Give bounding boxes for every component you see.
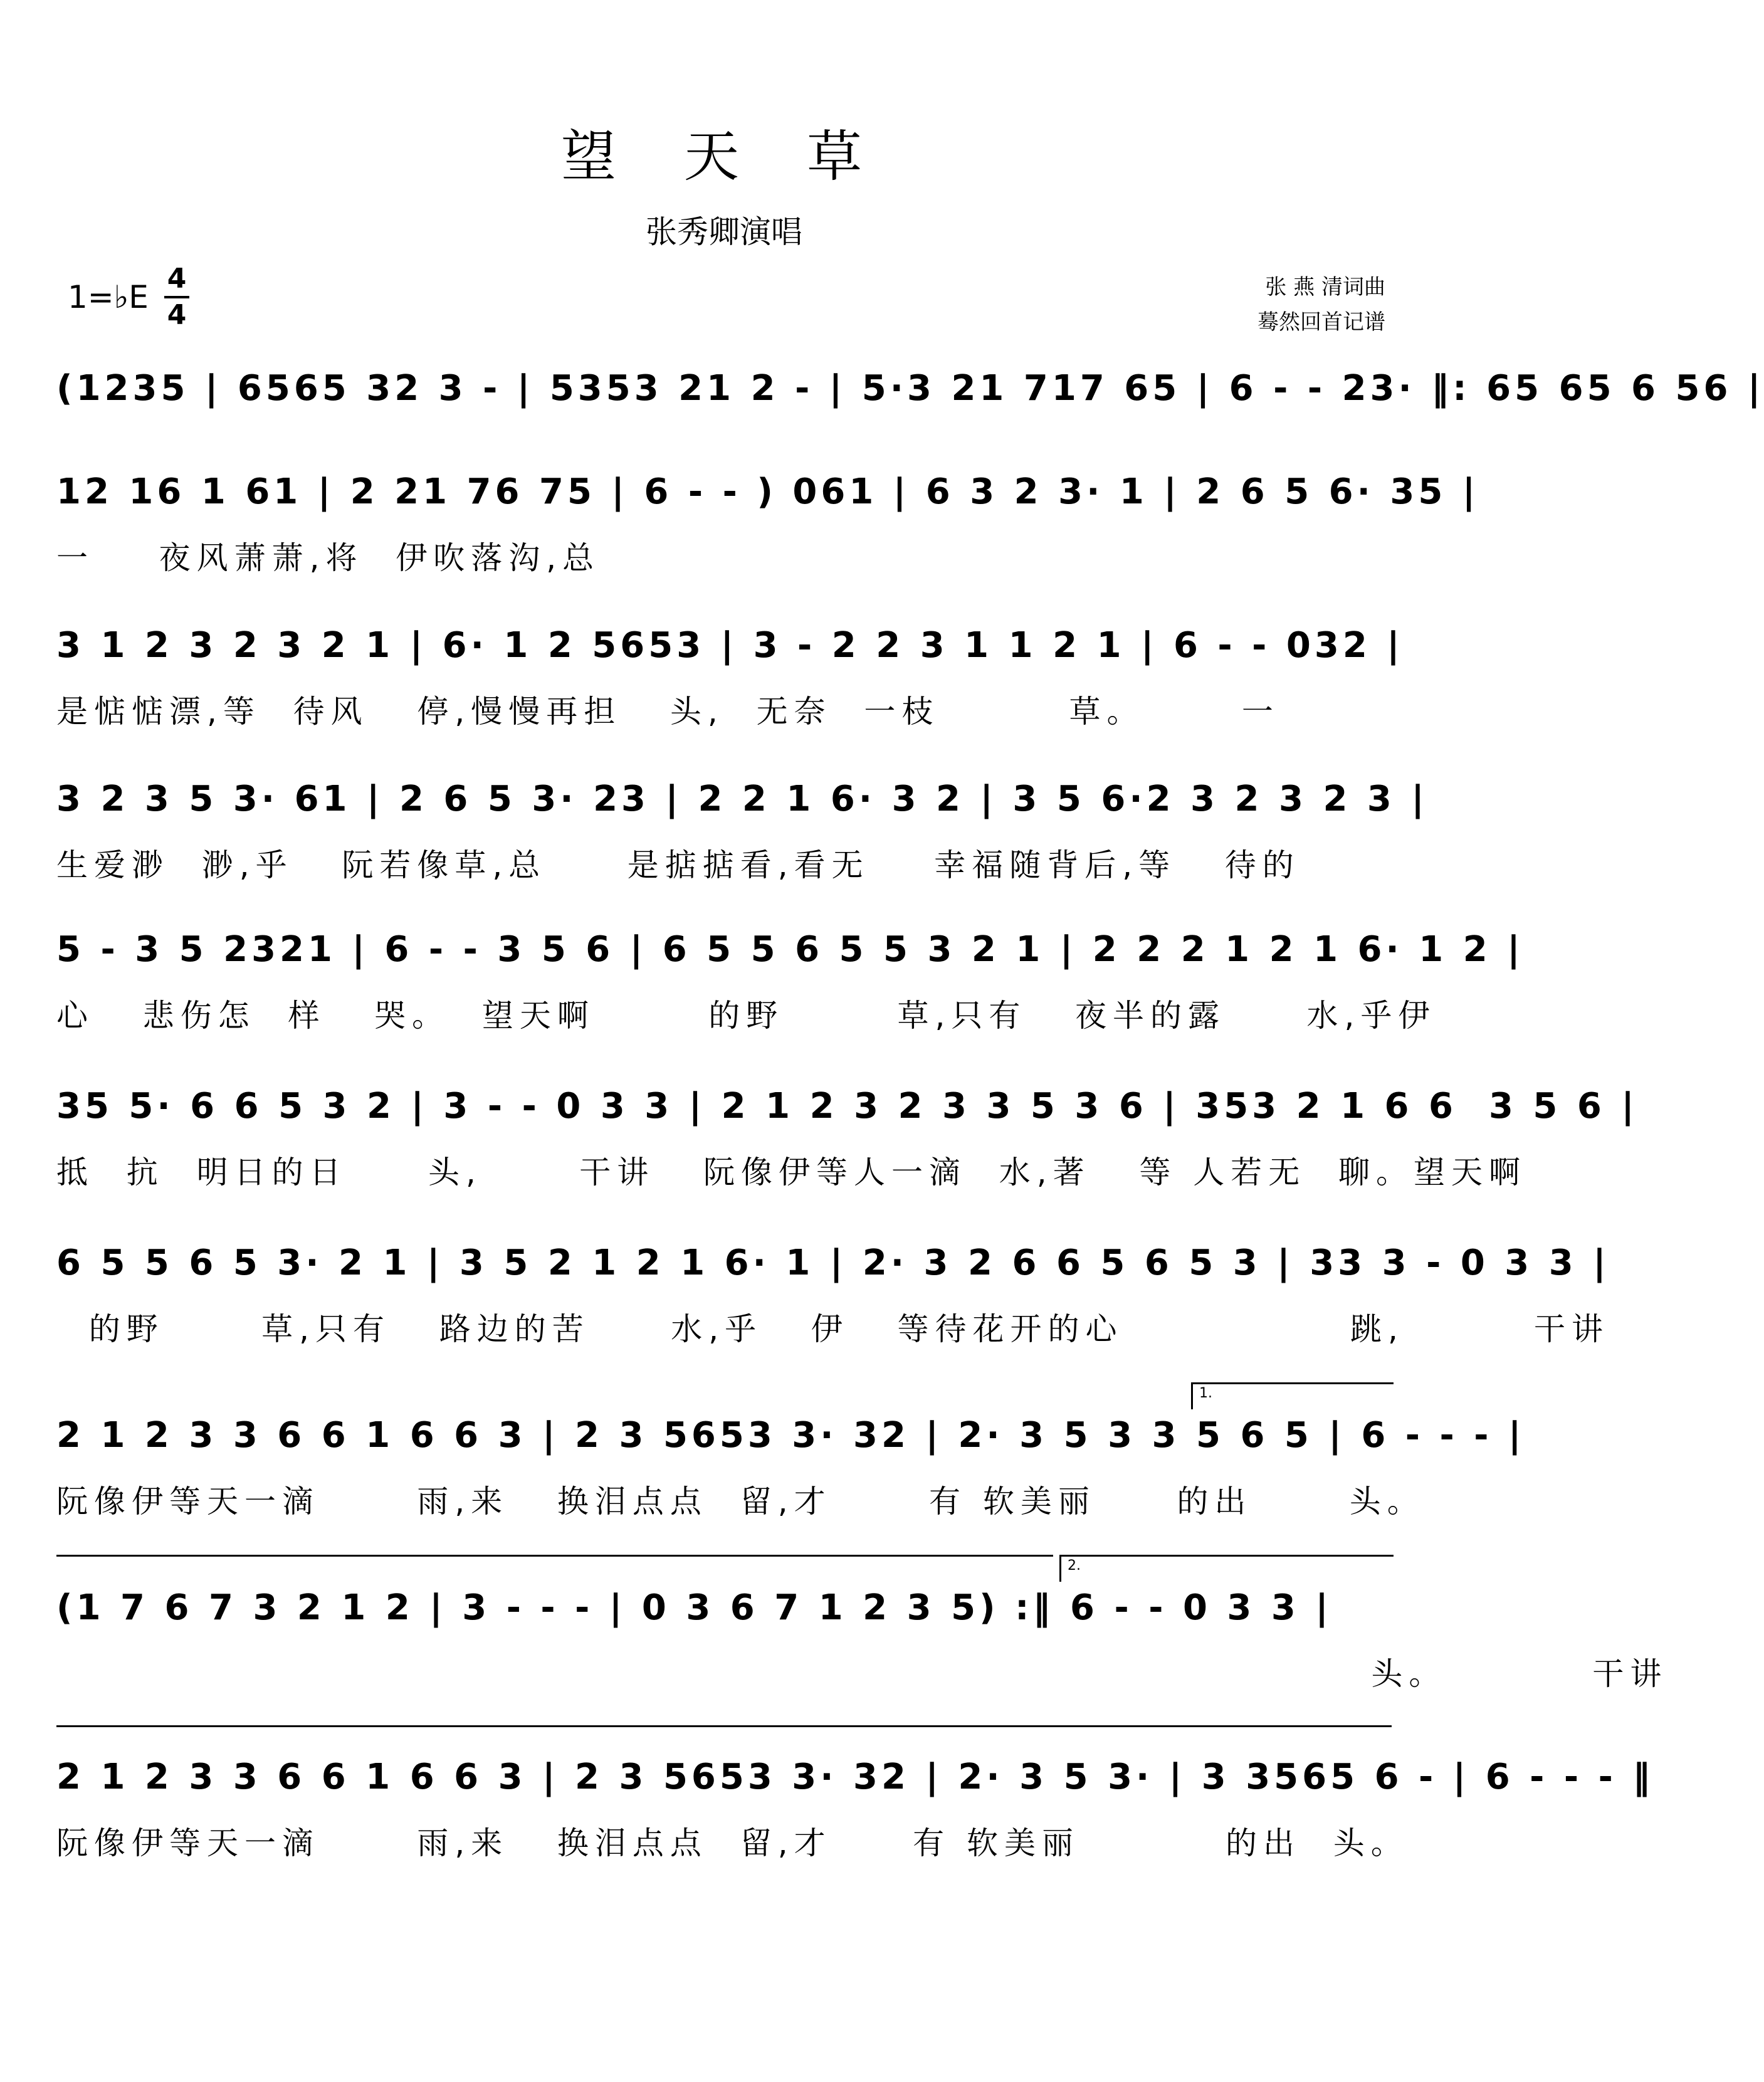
volta-bracket (1191, 1382, 1394, 1409)
key-signature: 1=♭E (68, 279, 149, 315)
credits (1257, 270, 1385, 340)
staff-line (56, 1555, 1053, 1557)
notation: 6 5 5 6 5 3· 2 1 | 3 5 2 1 2 1 6· 1 | 2· 3 2 6 6 5 6 5 3 | 33 3 - 0 3 3 | (56, 1243, 1610, 1283)
notation: (1 7 6 7 3 2 1 2 | 3 - - - | 0 3 6 7 1 2 3 5) :‖ 6 - - 0 3 3 | (56, 1587, 1332, 1628)
lyrics: 的野 草,只有 路边的苦 水,乎 伊 等待花开的心 跳, 干讲 (56, 1311, 1609, 1347)
notation: 3 1 2 3 2 3 2 1 | 6· 1 2 5653 | 3 - 2 2 3 1 1 2 1 | 6 - - 032 | (56, 625, 1404, 666)
notation: 2 1 2 3 3 6 6 1 6 6 3 | 2 3 5653 3· 32 | 2· 3 5 3· | 3 3565 6 - | 6 - - - ‖ (56, 1757, 1654, 1797)
volta-label: 2. (1068, 1558, 1081, 1574)
lyrics: 心 悲伤怎 样 哭。 望天啊 的野 草,只有 夜半的露 水,乎伊 (56, 997, 1436, 1034)
performer: 张秀卿演唱 (646, 214, 802, 250)
song-title: 望 天 草 (561, 124, 887, 189)
volta-bracket (1059, 1555, 1394, 1582)
lyrics: 是惦惦漂,等 待风 停,慢慢再担 头, 无奈 一枝 草。 一 (56, 693, 1279, 730)
notation: 35 5· 6 6 5 3 2 | 3 - - 0 3 3 | 2 1 2 3 2 3 3 5 3 6 | 353 2 1 6 6 3 5 6 | (56, 1086, 1638, 1127)
transcriber: 蓦然回首记谱 (1257, 310, 1385, 335)
lyrics: 一 夜风萧萧,将 伊吹落沟,总 (56, 540, 601, 576)
lyrics: 生爱渺 渺,乎 阮若像草,总 是掂掂看,看无 幸福随背后,等 待的 (56, 847, 1300, 883)
lyrics: 阮像伊等天一滴 雨,来 换泪点点 留,才 有 软美丽 的出 头。 (56, 1483, 1425, 1520)
volta-label: 1. (1199, 1385, 1212, 1401)
lyrics: 抵 抗 明日的日 头, 干讲 阮像伊等人一滴 水,著 等 人若无 聊。望天啊 (56, 1154, 1527, 1191)
staff-line (56, 1725, 1392, 1727)
time-divider (164, 296, 189, 298)
lyrics: 头。 干讲 (56, 1656, 1668, 1692)
time-signature (164, 263, 189, 331)
lyricist-composer: 张 燕 清词曲 (1265, 275, 1385, 300)
notation: 3 2 3 5 3· 61 | 2 6 5 3· 23 | 2 2 1 6· 3 2 | 3 5 6·2 3 2 3 2 3 | (56, 779, 1428, 819)
lyrics: 阮像伊等天一滴 雨,来 换泪点点 留,才 有 软美丽 的出 头。 (56, 1825, 1409, 1861)
time-bottom: 4 (167, 299, 187, 331)
notation: 5 - 3 5 2321 | 6 - - 3 5 6 | 6 5 5 6 5 5 3 2 1 | 2 2 2 1 2 1 6· 1 2 | (56, 929, 1524, 970)
notation: (1235 | 6565 32 3 - | 5353 21 2 - | 5·3 21 717 65 | 6 - - 23· ‖: 65 65 6 56 | (56, 368, 1764, 409)
notation: 2 1 2 3 3 6 6 1 6 6 3 | 2 3 5653 3· 32 | 2· 3 5 3 3 5 6 5 | 6 - - - | (56, 1415, 1525, 1456)
time-top: 4 (167, 263, 187, 295)
notation: 12 16 1 61 | 2 21 76 75 | 6 - - ) 061 | 6 3 2 3· 1 | 2 6 5 6· 35 | (56, 471, 1479, 512)
